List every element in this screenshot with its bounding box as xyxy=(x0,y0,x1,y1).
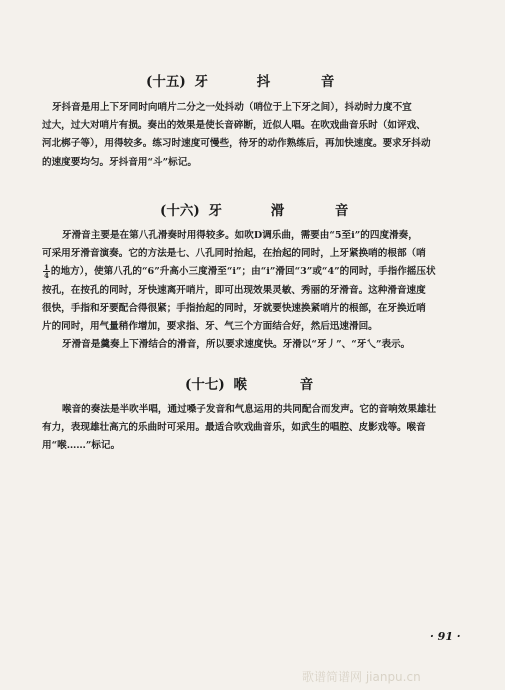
section-15-body xyxy=(42,99,454,172)
section-16-heading xyxy=(160,199,348,219)
section-15-number: (十五) xyxy=(146,74,186,90)
section-17-number: (十七) xyxy=(185,377,225,393)
section-15-line-4: 的速度要均匀。牙抖音用“斗”标记。 xyxy=(42,156,197,168)
page-number: · 91 · xyxy=(430,630,461,643)
section-16-line-1: 牙滑音主要是在第八孔滑奏时用得较多。如吹D调乐曲，需要由“5至i”的四度滑奏， xyxy=(62,230,418,241)
section-15-line-1: 牙抖音是用上下牙同时向哨片二分之一处抖动（哨位于上下牙之间），抖动时力度不宜 xyxy=(52,102,412,113)
section-17-title-char-2: 音 xyxy=(299,377,314,393)
section-15-line-3: 河北梆子等），用得较多。练习时速度可慢些，待牙的动作熟练后，再加快速度。要求牙抖动 xyxy=(42,138,431,150)
section-16-title-char-1: 牙 xyxy=(208,203,222,219)
section-16-line-6: 片的同时，用气量稍作增加，要求指、牙、气三个方面结合好，然后迅速滑回。 xyxy=(42,321,378,333)
section-16-line-4: 按孔，在按孔的同时，牙快速离开哨片，即可出现效果灵敏、秀丽的牙滑音。这种滑音速度 xyxy=(42,284,426,296)
section-16-line-5: 很快，手指和牙要配合得很紧；手指抬起的同时，牙就要快速换紧哨片的根部，在牙换近哨 xyxy=(42,302,426,314)
one-quarter-fraction xyxy=(43,264,50,279)
section-17-body xyxy=(42,401,454,456)
section-15-title-char-3: 音 xyxy=(320,74,335,90)
fraction-numerator: 1 xyxy=(44,263,49,273)
section-17-heading xyxy=(185,373,313,393)
site-watermark: 歌谱简谱网 jianpu.cn xyxy=(302,670,421,684)
section-15-title-char-1: 牙 xyxy=(194,74,208,90)
fraction-denominator: 4 xyxy=(44,271,49,281)
section-16-number: (十六) xyxy=(160,203,200,219)
section-16-title-char-3: 音 xyxy=(334,203,349,219)
section-16-line-2: 可采用牙滑音演奏。它的方法是七、八孔同时抬起，在抬起的同时，上牙紧换哨的根部（哨 xyxy=(42,248,426,260)
section-16-title-char-2: 滑 xyxy=(270,203,285,219)
section-17-title-char-1: 喉 xyxy=(233,377,247,393)
section-16-line-3 xyxy=(42,263,454,281)
section-17-line-2: 有力，表现雄壮高亢的乐曲时可采用。最适合吹戏曲音乐，如武生的唱腔、皮影戏等。喉音 xyxy=(42,422,426,434)
section-15-line-2: 过大，过大对哨片有损。奏出的效果是使长音碎断，近似人唱。在吹戏曲音乐时（如评戏、 xyxy=(42,120,426,132)
section-17-line-3: 用“喉……”标记。 xyxy=(42,440,121,452)
section-15-heading xyxy=(146,70,334,90)
section-17-line-1: 喉音的奏法是半吹半唱，通过嗓子发音和气息运用的共同配合而发声。它的音响效果雄壮 xyxy=(62,404,437,415)
section-16-line-3-text: 的地方），使第八孔的“6”升高小三度滑至“i”；由“i”滑回“3”或“4”的同时，手指作摇压状 xyxy=(50,266,436,278)
section-16-line-7: 牙滑音是羹奏上下滑结合的滑音，所以要求速度快。牙滑以“牙丿”、“牙乀”表示。 xyxy=(62,339,411,351)
section-15-title-char-2: 抖 xyxy=(256,74,271,90)
section-16-body xyxy=(42,227,454,354)
